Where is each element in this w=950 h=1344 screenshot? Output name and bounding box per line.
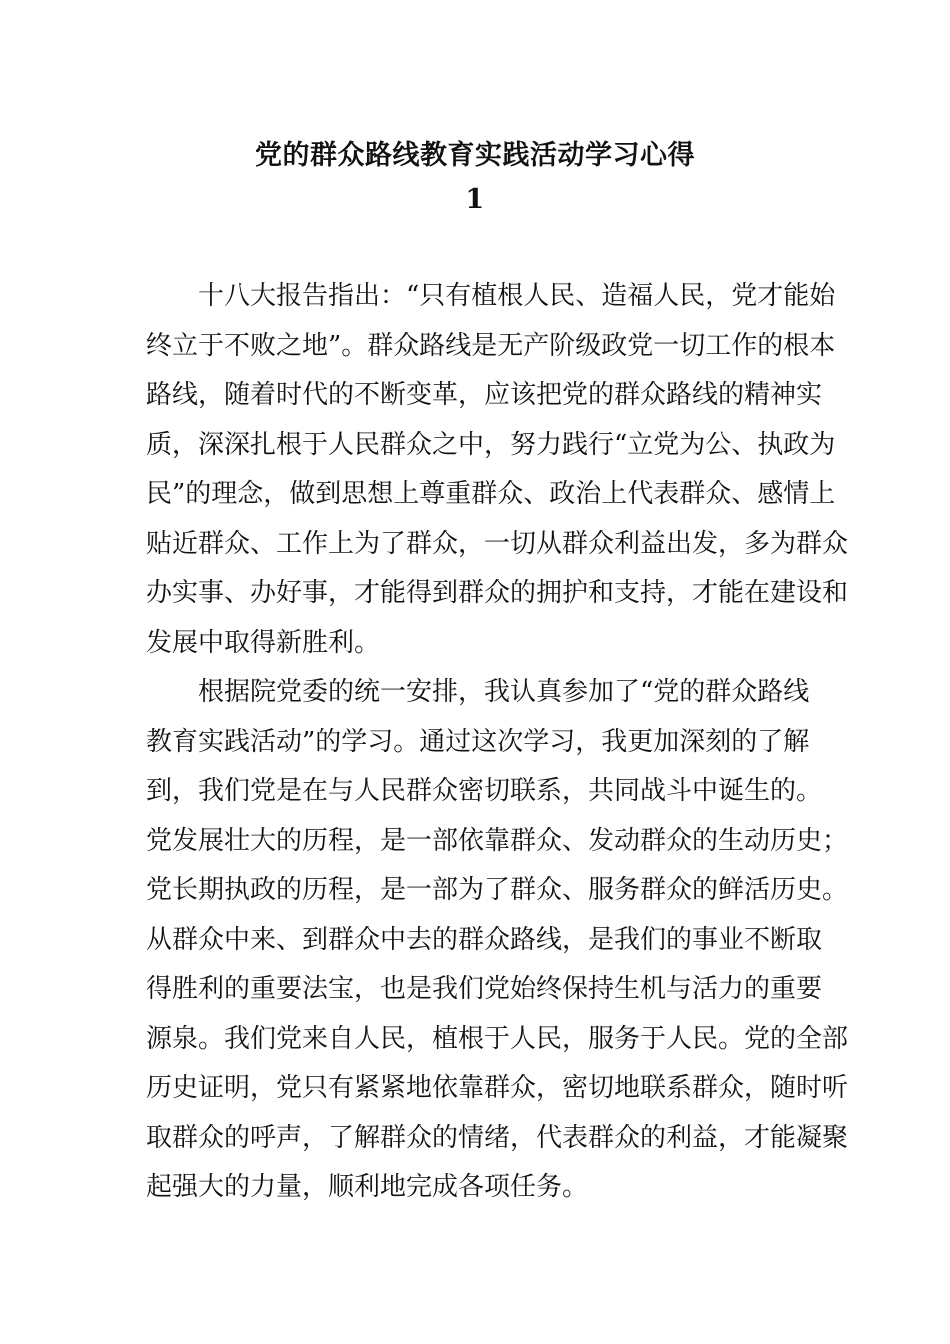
paragraph-line: 贴近群众、工作上为了群众，一切从群众利益出发，多为群众 [146,528,849,559]
paragraph-line: 教育实践活动”的学习。通过这次学习，我更加深刻的了解 [146,726,810,757]
document-body [146,272,849,1213]
paragraph-line: 党长期执政的历程，是一部为了群众、服务群众的鲜活历史。 [146,875,849,905]
paragraph-2 [146,668,849,1213]
paragraph-line: 到，我们党是在与人民群众密切联系，共同战斗中诞生的。 [146,776,823,806]
paragraph-line: 质，深深扎根于人民群众之中，努力践行“立党为公、执政为 [146,429,836,460]
paragraph-line: 党发展壮大的历程，是一部依靠群众、发动群众的生动历史； [146,825,849,856]
paragraph-line: 源泉。我们党来自人民，植根于人民，服务于人民。党的全部 [146,1023,849,1054]
document-title: 党的群众路线教育实践活动学习心得 [255,140,695,171]
paragraph-line: 根据院党委的统一安排，我认真参加了“党的群众路线 [198,677,810,707]
paragraph-line: 取群众的呼声，了解群众的情绪，代表群众的利益，才能凝聚 [146,1122,849,1153]
paragraph-line: 民”的理念，做到思想上尊重群众、政治上代表群众、感情上 [146,479,836,509]
paragraph-line: 得胜利的重要法宝，也是我们党始终保持生机与活力的重要 [146,974,823,1004]
paragraph-line: 办实事、办好事，才能得到群众的拥护和支持，才能在建设和 [146,578,849,608]
document-title-number: 1 [465,184,485,215]
paragraph-line: 历史证明，党只有紧紧地依靠群众，密切地联系群众，随时听 [146,1073,849,1103]
paragraph-line: 终立于不败之地”。群众路线是无产阶级政党一切工作的根本 [146,330,836,361]
paragraph-line: 从群众中来、到群众中去的群众路线，是我们的事业不断取 [146,924,823,955]
paragraph-line: 路线，随着时代的不断变革，应该把党的群众路线的精神实 [146,380,823,410]
paragraph-1 [146,272,849,668]
paragraph-line: 十八大报告指出：“只有植根人民、造福人民，党才能始 [198,281,836,311]
paragraph-line: 起强大的力量，顺利地完成各项任务。 [146,1172,589,1202]
paragraph-line: 发展中取得新胜利。 [146,627,381,658]
